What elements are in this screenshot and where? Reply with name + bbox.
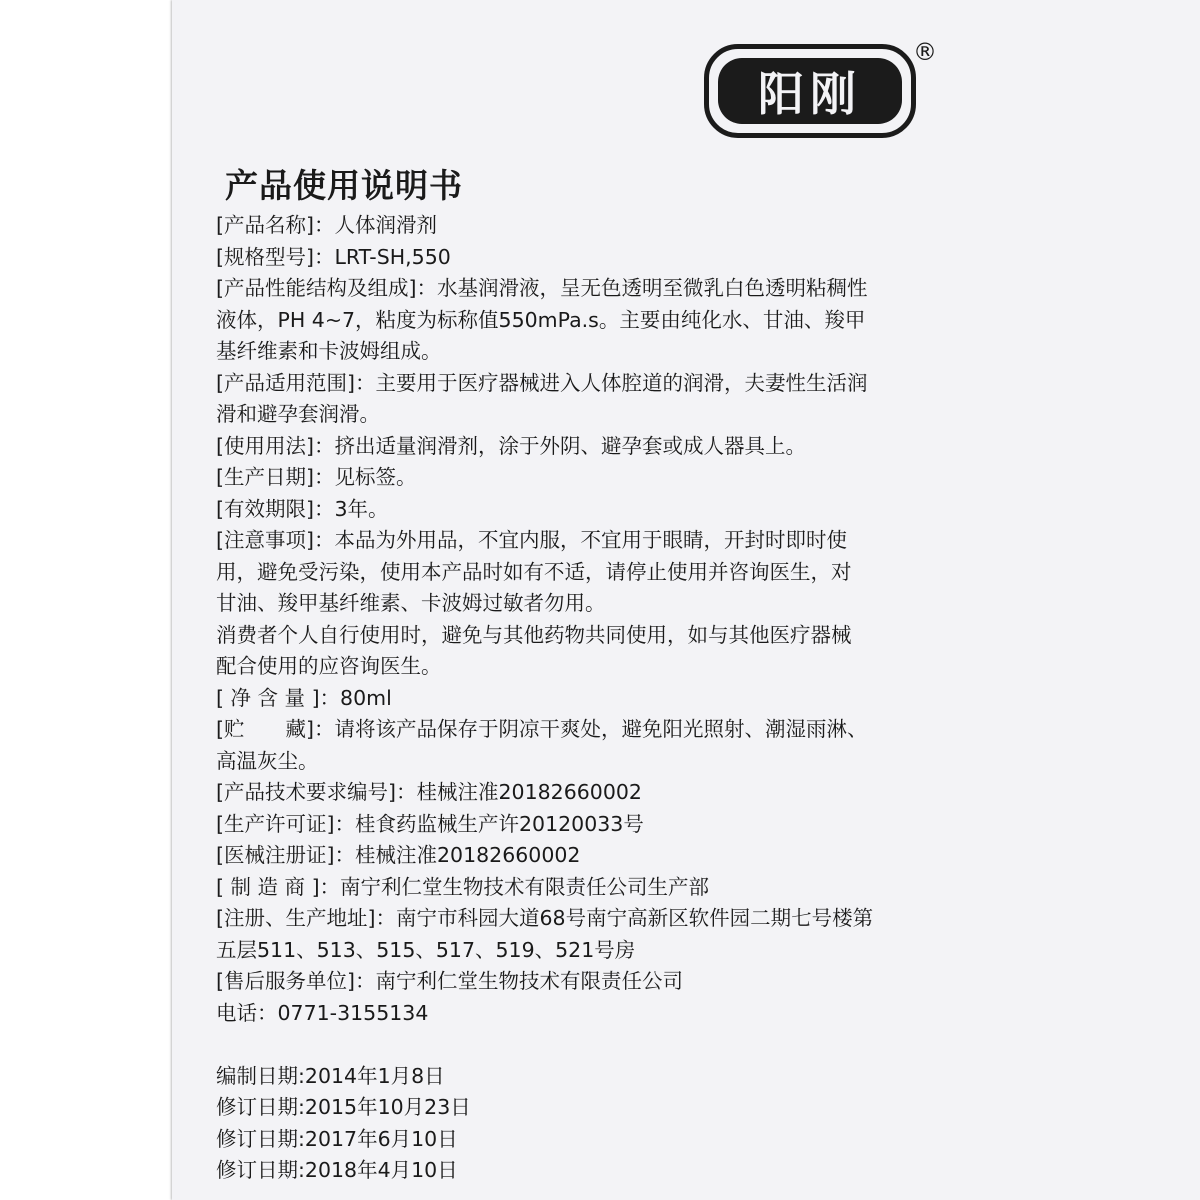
text-line: [注册、生产地址]：南宁市科园大道68号南宁高新区软件园二期七号楼第 [216,906,874,930]
text-line: 液体，PH 4~7，粘度为标称值550mPa.s。主要由纯化水、甘油、羧甲 [216,307,866,332]
text-line: 甘油、羧甲基纤维素、卡波姆过敏者勿用。 [216,591,606,615]
text-line: 消费者个人自行使用时，避免与其他药物共同使用，如与其他医疗器械 [216,622,852,647]
brand-logo [704,44,916,138]
text-line: [售后服务单位]：南宁利仁堂生物技术有限责任公司 [216,969,683,993]
text-line: 配合使用的应咨询医生。 [216,654,442,678]
text-line: [注意事项]：本品为外用品，不宜内服，不宜用于眼睛，开封时即时使 [216,528,847,552]
brand-logo-plate [718,58,902,124]
brand-logo-text: 阳刚 [758,67,862,121]
text-line: [产品技术要求编号]：桂械注准20182660002 [216,780,642,804]
document-title: 产品使用说明书 [225,166,463,205]
text-line: [ 制 造 商 ]：南宁利仁堂生物技术有限责任公司生产部 [216,874,710,899]
document-body [216,210,1016,1187]
text-line: [生产许可证]：桂食药监械生产许20120033号 [216,811,644,836]
text-line: 修订日期:2017年6月10日 [216,1126,458,1151]
text-line: [产品性能结构及组成]：水基润滑液，呈无色透明至微乳白色透明粘稠性 [216,276,868,300]
text-line: [生产日期]：见标签。 [216,465,417,489]
text-line: 编制日期:2014年1月8日 [216,1063,445,1088]
text-line: 五层511、513、515、517、519、521号房 [216,937,636,962]
text-line: [医械注册证]：桂械注准20182660002 [216,843,581,867]
text-line: [有效期限]：3年。 [216,496,389,521]
text-line: [产品名称]：人体润滑剂 [216,213,437,237]
text-line: [规格型号]：LRT-SH,550 [216,244,451,269]
blank-line [216,1029,1016,1061]
text-line: 电话：0771-3155134 [216,1000,429,1025]
text-line: [使用用法]：挤出适量润滑剂，涂于外阴、避孕套或成人器具上。 [216,433,806,458]
text-line: [ 净 含 量 ]：80ml [216,685,392,710]
registered-mark: ® [913,38,937,66]
text-line: 高温灰尘。 [216,748,319,773]
text-line: 基纤维素和卡波姆组成。 [216,339,442,363]
text-line: 用，避免受污染，使用本产品时如有不适，请停止使用并咨询医生，对 [216,559,852,584]
text-line: 修订日期:2015年10月23日 [216,1095,471,1119]
text-line: 修订日期:2018年4月10日 [216,1158,458,1182]
text-line: 滑和避孕套润滑。 [216,402,380,426]
text-line: [产品适用范围]：主要用于医疗器械进入人体腔道的润滑，夫妻性生活润 [216,370,868,395]
text-line: [贮 藏]：请将该产品保存于阴凉干爽处，避免阳光照射、潮湿雨淋、 [216,717,868,741]
